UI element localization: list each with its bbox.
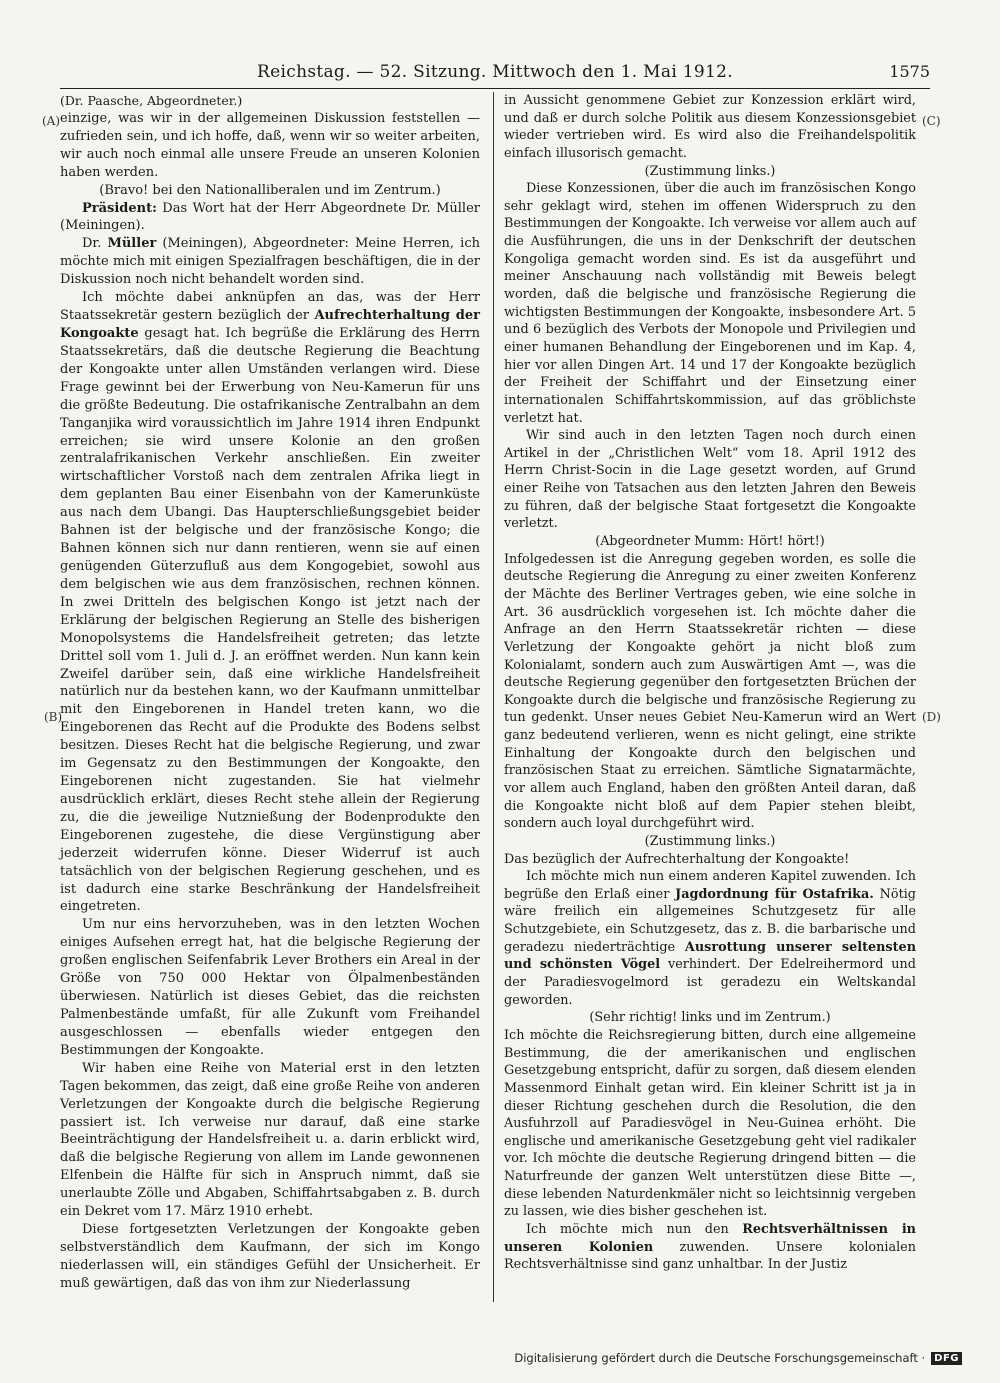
speaker-reference: (Dr. Paasche, Abgeordneter.) [60, 93, 243, 108]
text-run: Nötig wäre freilich ein allgemeines Schutzgesetz für alle Schutzgebiete, ein Schutzgesetz, das z. B. die barbarische und geradezu niederträchtige [504, 886, 916, 955]
interjection: (Sehr richtig! links und im Zentrum.) [589, 1010, 831, 1026]
speaker-name: Müller [107, 236, 157, 252]
paragraph: in Aussicht genommene Gebiet zur Konzession erklärt wird, und daß er durch solche Politik aus diesem Konzessionsgebiet wieder vertrieben wird. Es wird also die Freihandelspolitik einfach illusorisch gemacht. [504, 93, 916, 161]
page-number: 1575 [889, 62, 930, 81]
paragraph [504, 868, 916, 1009]
speaker-title: Dr. [82, 236, 108, 252]
paragraph [504, 1221, 916, 1274]
bold-phrase: Rechtsverhältnissen in unseren Kolonien [504, 1222, 916, 1255]
text-run: zuwenden. Unsere kolonialen Rechtsverhältnisse sind ganz unhaltbar. In der Justiz [504, 1239, 916, 1273]
paragraph: Um nur eins hervorzuheben, was in den letzten Wochen einiges Aufsehen erregt hat, hat die belgische Regierung der großen englischen Seifenfabrik Lever Brothers ein Areal in der Größe von 750 000 Hektar von Ölpalmenbeständen überwiesen. Natürlich ist dieses Gebiet, das die reichsten Palmenbestände umfaßt, für alle Zukunft vom Freihandel ausgeschlossen — ebenfalls wieder entgegen den Bestimmungen der Kongoakte. [60, 917, 480, 1058]
paragraph: Wir sind auch in den letzten Tagen noch durch einen Artikel in der „Christlichen Welt“ vom 18. April 1912 des Herrn Christ-Socin in die Lage gesetzt worden, auf Grund einer Reihe von Tatsachen aus den letzten Jahren den Beweis zu führen, daß der belgische Staat fortgesetzt die Kongoakte verletzt. [504, 428, 916, 532]
interjection: (Zustimmung links.) [644, 163, 776, 179]
text-run: Ich möchte mich nun einem anderen Kapitel zuwenden. Ich begrüße den Erlaß einer [504, 869, 916, 902]
interjection: (Bravo! bei den Nationalliberalen und im Zentrum.) [99, 182, 441, 198]
paragraph [60, 289, 480, 916]
page-header [60, 62, 930, 89]
right-column [504, 92, 916, 1274]
paragraph: Diese fortgesetzten Verletzungen der Kongoakte geben selbstverständlich dem Kaufmann, der sich im Kongo niederlassen will, ein ständiges Gefühl der Unsicherheit. Er muß gewärtigen, daß das von ihm zur Niederlassung [60, 1222, 480, 1291]
speaker-text: (Meiningen), Abgeordneter: Meine Herren, ich möchte mich mit einigen Spezialfragen beschäftigen, die in der Diskussion noch nicht behandelt worden sind. [60, 236, 480, 288]
bold-phrase: Aufrechterhaltung der Kongoakte [60, 308, 480, 341]
paragraph-president [60, 200, 480, 236]
text-run: Ich möchte mich nun den [526, 1222, 743, 1237]
president-label: Präsident: [82, 200, 157, 216]
margin-marker-b: (B) [44, 710, 63, 724]
text-run: verhindert. Der Edelreihermord und der Paradiesvogelmord ist geradezu ein Weltskandal geworden. [504, 957, 916, 1008]
footer-text: Digitalisierung gefördert durch die Deutsche Forschungsgemeinschaft · [514, 1351, 926, 1365]
president-text: Das Wort hat der Herr Abgeordnete Dr. Müller (Meiningen). [60, 200, 480, 234]
paragraph-speaker [60, 235, 480, 289]
paragraph: einzige, was wir in der allgemeinen Diskussion feststellen — zufrieden sein, und ich hoffe, daß, wenn wir so weiter arbeiten, wir auch noch einmal alle unsere Freude an unseren Kolonien haben werden. [60, 110, 480, 180]
paragraph: Wir haben eine Reihe von Material erst in den letzten Tagen bekommen, das zeigt, daß eine große Reihe von anderen Verletzungen der Kongoakte durch die belgische Regierung passiert ist. Ich verweise nur darauf, daß eine starke Beeinträchtigung der Handelsfreiheit u. a. darin erblickt wird, daß die belgische Regierung von allem im Lande gewonnenen Elfenbein die Hälfte für sich in Anspruch nimmt, daß sie unerlaubte Zölle und Abgaben, Schiffahrtsabgaben z. B. durch ein Dekret vom 17. März 1910 erhebt. [60, 1060, 480, 1220]
running-title: Reichstag. — 52. Sitzung. Mittwoch den 1. Mai 1912. [257, 62, 733, 82]
digitization-footer [514, 1351, 962, 1365]
paragraph: Das bezüglich der Aufrechterhaltung der Kongoakte! [504, 851, 850, 867]
paragraph: Ich möchte die Reichsregierung bitten, durch eine allgemeine Bestimmung, die der amerikanischen und englischen Gesetzgebung entspricht, dafür zu sorgen, daß diesem elenden Massenmord Einhalt getan wird. Ein kleiner Schritt ist ja in dieser Richtung geschehen durch die Resolution, die den Ausfuhrzoll auf Paradiesvögel in Neu-Guinea erhöht. Die englische und amerikanische Gesetzgebung geht viel radikaler vor. Ich möchte die deutsche Regierung dringend bitten — die Naturfreunde der ganzen Welt unterstützen diese Bitte —, diese lebenden Naturdenkmäler nicht so leichtsinnig vergeben zu lassen, wie dies bisher geschehen ist. [504, 1027, 916, 1220]
left-column [60, 92, 480, 1293]
paragraph: Infolgedessen ist die Anregung gegeben worden, es solle die deutsche Regierung die Anregung zu einer zweiten Konferenz der Mächte des Berliner Vertrages geben, wie eine solche in Art. 36 ausdrücklich vorgesehen ist. Ich möchte daher die Anfrage an den Herrn Staatssekretär richten — diese Verletzung der Kongoakte gehört ja nicht bloß zum Kolonialamt, sondern auch zum Auswärtigen Amt —, was die deutsche Regierung gegenüber den fortgesetzten Brüchen der Kongoakte durch die belgische und französische Regierung zu tun gedenkt. Unser neues Gebiet Neu-Kamerun wird an Wert ganz bedeutend verlieren, wenn es nicht gelingt, eine strikte Einhaltung der Kongoakte durch den belgischen und französischen Staat zu erreichen. Sämtliche Signatarmächte, vor allem auch England, haben den größten Anteil daran, daß die Kongoakte nicht bloß auf dem Papier stehen bleibt, sondern auch loyal durchgeführt wird. [504, 551, 916, 832]
margin-marker-d: (D) [922, 710, 941, 724]
interjection: (Abgeordneter Mumm: Hört! hört!) [595, 534, 825, 550]
paragraph: Diese Konzessionen, über die auch im französischen Kongo sehr geklagt wird, stehen im offenen Widerspruch zu den Bestimmungen der Kongoakte. Ich verweise vor allem auch auf die Ausführungen, die uns in der Denkschrift der deutschen Kongoliga gemacht worden sind. Es ist da ausgeführt und meiner Anschauung nach vollständig mit Beweis belegt worden, daß die belgische und französische Regierung die wichtigsten Bestimmungen der Kongoakte, insbesondere Art. 5 und 6 bezüglich des Verbots der Monopole und Privilegien und einer humanen Behandlung der Eingeborenen und im Kap. 4, hier vor allen Dingen Art. 14 und 17 der Kongoakte bezüglich der Freiheit der Schiffahrt und der Einsetzung einer internationalen Schiffahrtskommission, auf das gröblichste verletzt hat. [504, 181, 916, 426]
dfg-logo: DFG [931, 1352, 962, 1365]
text-run: gesagt hat. Ich begrüße die Erklärung des Herrn Staatssekretärs, daß die deutsche Regierung die Beachtung der Kongoakte unter allen Umständen verlangen wird. Diese Frage gewinnt bei der Erwerbung von Neu-Kamerun für uns die größte Bedeutung. Die ostafrikanische Zentralbahn an dem Tanganjika wird voraussichtlich im Jahre 1914 ihren Endpunkt erreichen; sie wird unsere Kolonie an den großen zentralafrikanischen Verkehr anschließen. Ein zweiter wirtschaftlicher Vorstoß nach dem zentralen Afrika liegt in dem geplanten Bau einer Eisenbahn von der Kamerunküste aus nach dem Ubangi. Das Haupterschließungsgebiet beider Bahnen ist der belgische und der französische Kongo; die Bahnen können sich nur dann rentieren, wenn sie auf einen genügenden Güterzufluß aus dem Kongogebiet, sowohl aus dem belgischen wie aus dem französischen, rechnen können. In zwei Dritteln des belgischen Kongo ist jetzt nach der Erklärung der belgischen Regierung an Stelle des bisherigen Monopolsystems die Handelsfreiheit getreten; das letzte Drittel soll vom 1. Juli d. J. an eröffnet werden. Nun kann kein Zweifel darüber sein, daß eine wirkliche Handelsfreiheit natürlich nur da bestehen kann, wo der Kaufmann unmittelbar mit den Eingeborenen in Handel treten kann, wo die Eingeborenen das Recht auf die Produkte des Bodens selbst besitzen. Dieses Recht hat die belgische Regierung, und zwar im Gegensatz zu den Bestimmungen der Kongoakte, den Eingeborenen nicht zugestanden. Sie hat vielmehr ausdrücklich erklärt, dieses Recht stehe allein der Regierung zu, die die jeweilige Nutznießung der Bodenprodukte den Eingeborenen zugestehe, die diese Vergünstigung aber jederzeit widerrufen könne. Dieser Widerruf ist auch tatsächlich von der belgischen Regierung geschehen, und es ist dadurch eine starke Beschränkung der Handelsfreiheit eingetreten. [60, 325, 480, 915]
bold-phrase: Ausrottung unserer seltensten und schönsten Vögel [504, 939, 916, 973]
text-run: Ich möchte dabei anknüpfen an das, was der Herr Staatssekretär gestern bezüglich der [60, 290, 480, 324]
interjection: (Zustimmung links.) [644, 833, 776, 849]
margin-marker-c: (C) [922, 114, 941, 128]
column-divider [493, 92, 494, 1302]
bold-phrase: Jagdordnung für Ostafrika. [675, 886, 874, 902]
margin-marker-a: (A) [42, 114, 61, 128]
